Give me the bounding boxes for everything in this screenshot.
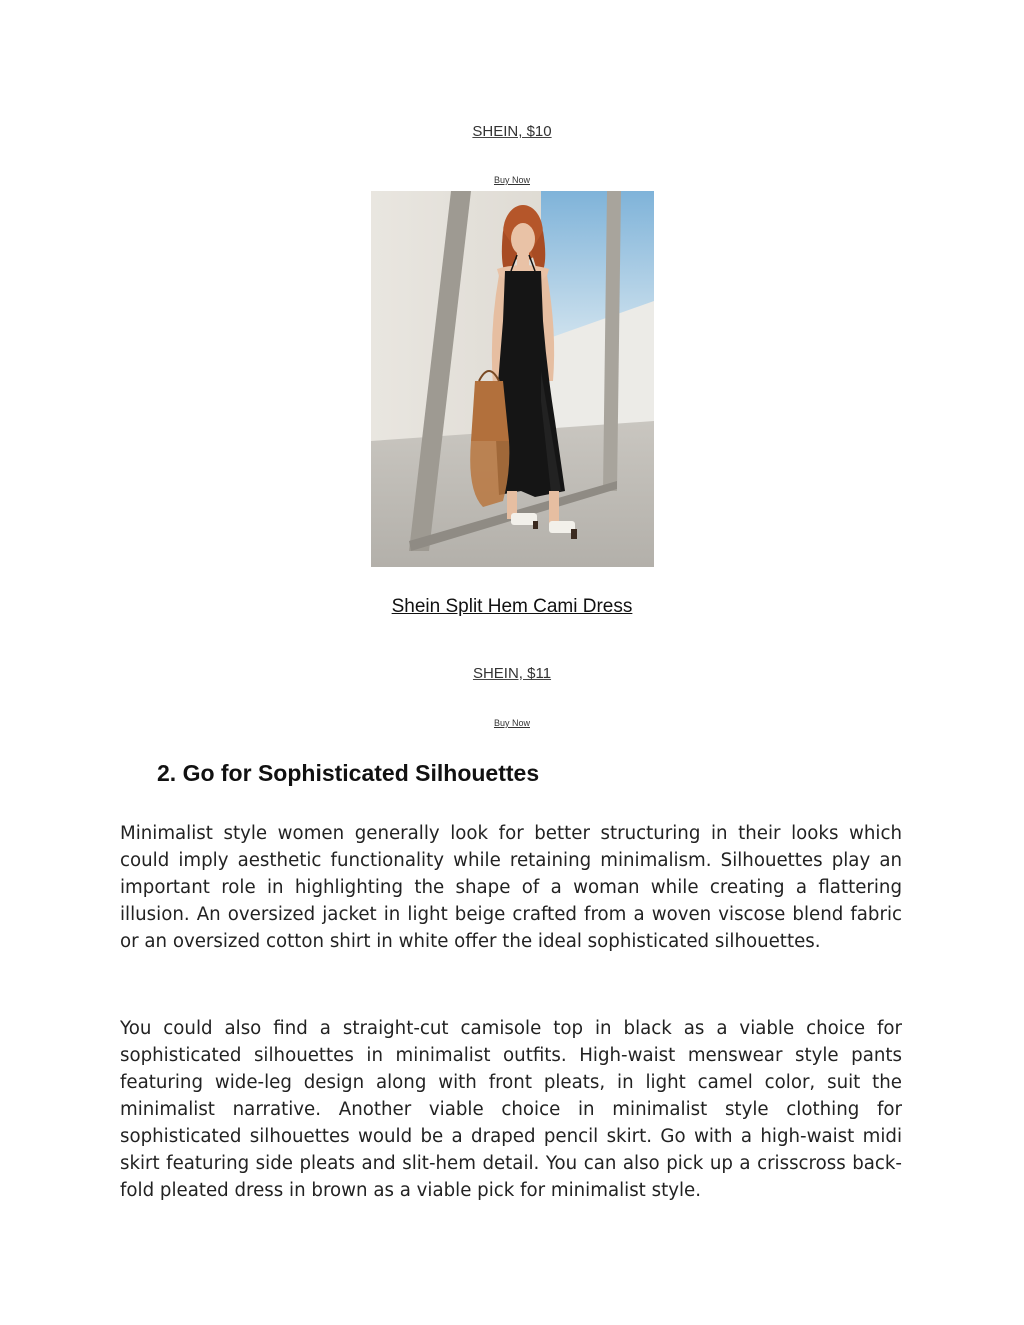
product2-price-row [0,663,1024,682]
product2-image[interactable] [371,191,654,567]
product2-price-link[interactable]: SHEIN, $11 [472,665,552,682]
section-heading: 2. Go for Sophisticated Silhouettes [157,760,540,786]
product2-title-row [0,596,1024,618]
product2-title-link[interactable]: Shein Split Hem Cami Dress [391,596,633,617]
section-paragraph-1: Minimalist style women generally look for better structuring in their looks which could imply aesthetic functionality while retaining minimalism. Silhouettes play an important role in highlighting the shape of a woman while creating a flattering illusion. An oversized jacket in light beige crafted from a woven viscose blend fabric or an oversized cotton shirt in white offer the ideal sophisticated silhouettes. [120,823,902,952]
product1-price-link[interactable]: SHEIN, $10 [472,123,552,140]
product2-buy-row [0,711,1024,730]
section-paragraph-2: You could also find a straight-cut camisole top in black as a viable choice for sophisticated silhouettes in minimalist outfits. High-waist menswear style pants featuring wide-leg design along with front pleats, in light camel color, suit the minimalist narrative. Another viable choice in minimalist style clothing for sophisticated silhouettes would be a draped pencil skirt. Go with a high-waist midi skirt featuring side pleats and slit-hem detail. You can also pick up a crisscross back-fold pleated dress in brown as a viable pick for minimalist style. [120,1018,902,1201]
product1-buy-row [0,168,1024,187]
product2-buy-now-link[interactable]: Buy Now [493,718,530,728]
dress-photo-illustration [371,191,654,567]
product1-buy-now-link[interactable]: Buy Now [493,175,530,185]
product1-price-row [0,121,1024,140]
